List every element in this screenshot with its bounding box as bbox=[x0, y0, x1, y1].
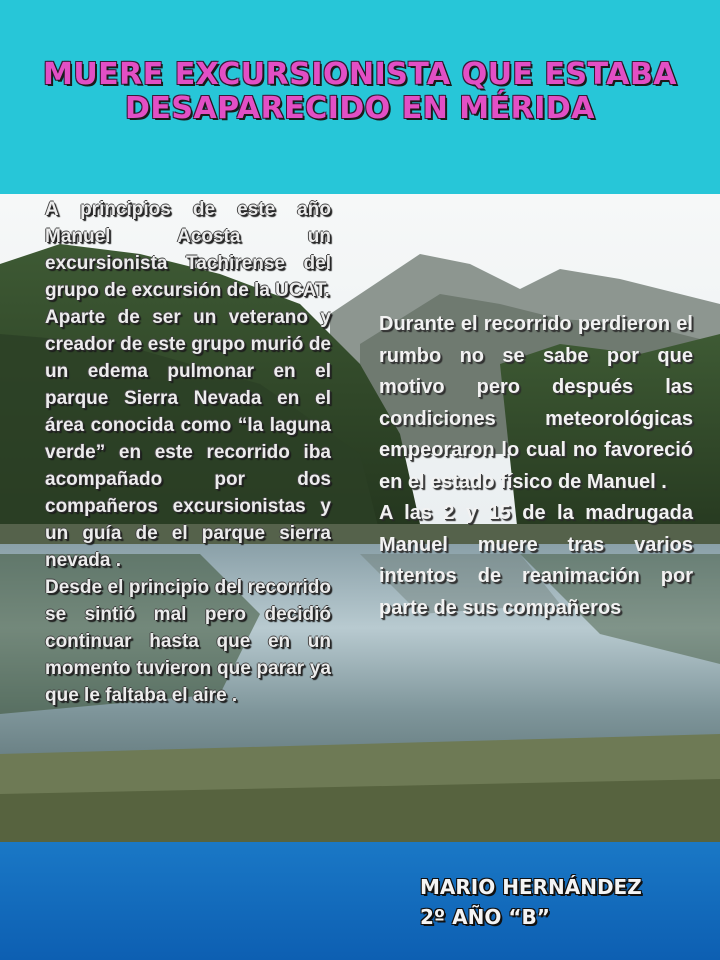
left-paragraph-details: Aparte de ser un veterano y creador de este grupo murió de un edema pulmonar en el parque Sierra Nevada en el área conocida como “la laguna verde” en este recorrido iba acompañado por dos compañeros excursionistas y un guía de el parque sierra nevada . bbox=[45, 307, 331, 571]
author-grade: 2º AÑO “B” bbox=[420, 905, 550, 929]
article-right-column bbox=[379, 309, 693, 624]
author-credit bbox=[420, 872, 642, 932]
author-name: MARIO HERNÁNDEZ bbox=[420, 875, 642, 899]
right-paragraph-death: A las 2 y 15 de la madrugada Manuel muere tras varios intentos de reanimación por parte de sus compañeros bbox=[379, 502, 693, 619]
page-title: MUERE EXCURSIONISTA QUE ESTABA DESAPARECIDO EN MÉRIDA bbox=[42, 57, 678, 126]
left-paragraph-intro: A principios de este año Manuel Acosta un excursionista Tachirense del grupo de excursión de la UCAT. bbox=[45, 199, 331, 301]
article-left-column bbox=[45, 196, 331, 709]
left-paragraph-symptoms: Desde el principio del recorrido se sintió mal pero decidió continuar hasta que en un momento tuvieron que parar ya que le faltaba el aire . bbox=[45, 577, 331, 706]
right-paragraph-weather: Durante el recorrido perdieron el rumbo no se sabe por que motivo pero después las condiciones meteorológicas empeoraron lo cual no favoreció en el estado físico de Manuel . bbox=[379, 313, 693, 493]
